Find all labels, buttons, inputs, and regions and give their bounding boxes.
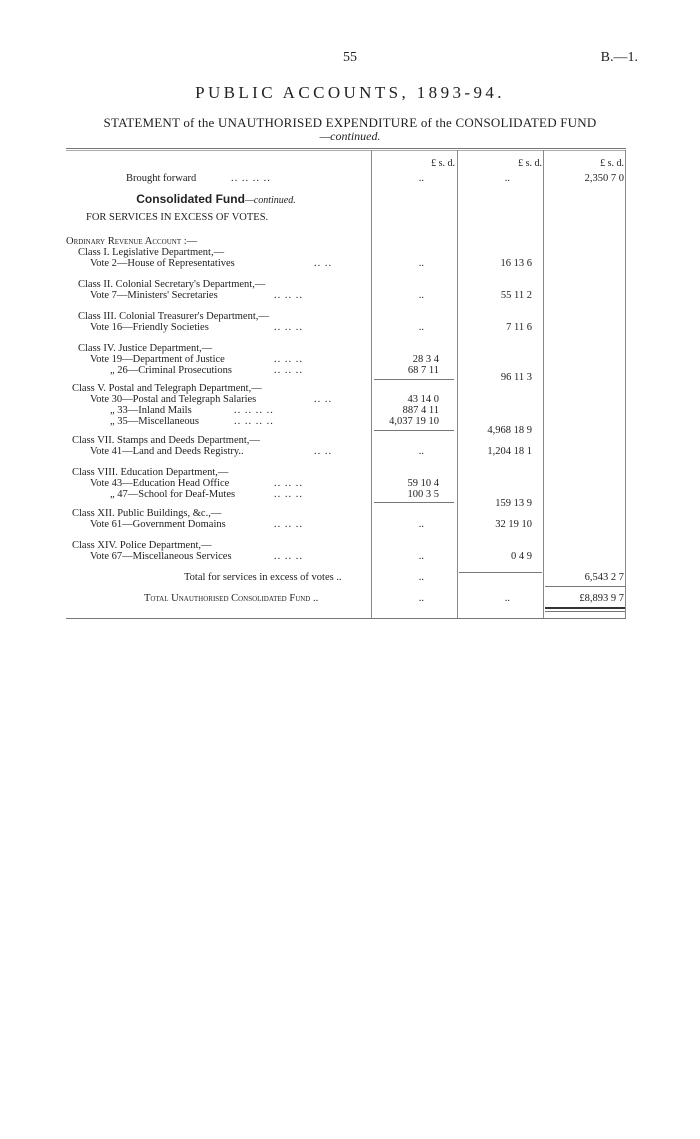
total-rule — [459, 572, 542, 573]
table-top-rule-2 — [66, 150, 626, 151]
statement-title-continued: —continued. — [319, 129, 381, 143]
table-right-edge — [625, 150, 626, 618]
leader-dots: .. .. .. .. — [231, 173, 271, 184]
column-divider-1 — [371, 150, 372, 618]
column-divider-3 — [543, 150, 544, 618]
subtotal-rule — [374, 379, 454, 380]
page-title: PUBLIC ACCOUNTS, 1893-94. — [195, 83, 505, 102]
column-header-3: £ s. d. — [600, 158, 624, 169]
statement-title: STATEMENT of the UNAUTHORISED EXPENDITURE of the CONSOLIDATED FUND — [103, 115, 597, 130]
expenditure-table: £ s. d. £ s. d. £ s. d. Brought forward .. .. .. .. .. .. 2,350 7 0 Consolidated Fund—continued. FOR SERVICES IN EXCESS OF VOTES. Ordinary Revenue Account :— Class I. Legislative Department,— Vote 2—House of Representatives .. .. .. 16 13 6 Class II. Colonial Secretary's Department,— Vote 7—Ministers' Secretaries .. .. .. .. 55 11 2 Class III. Colonial Treasurer's Department,— Vote 16—Friendly Societies .. .. .. .. 7 11 6 Class IV. Justice Department,— Vote 19—Department of Justice .. .. .. 28 3 4 „ 26—Criminal Prosecutions .. .. .. 68 7 11 96 11 3 Class V. Postal and Telegraph Department,— Vote 30—Postal and Telegraph Salaries .. .. 43 14 0 „ 33—Inland Mails .. .. .. .. 887 4 11 „ 35—Miscellaneous .. .. .. .. 4,037 19 10 4,968 18 9 Class VII. Stamps and Deeds Department,— Vote 41—Land and Deeds Registry.. .. .. .. 1,204 18 1 Class VIII. Education Department,— Vote 43—Education Head Office .. .. .. 59 10 4 „ 47—School for Deaf-Mutes .. .. .. 100 3 5 159 13 9 Class XII. Public Buildings, &c.,— Vote 61—Government Domains .. .. .. .. 32 19 10 Class XIV. Police Department,— Vote 67—Miscellaneous Services .. .. .. .. 0 4 9 Total for services in excess of votes .. .. 6,543 2 7 Total Unauthorised Consolidated Fund .. .. .. £8,893 9 7 — [66, 148, 626, 620]
row-label: Brought forward — [126, 173, 197, 184]
grand-total-double-rule — [545, 607, 625, 609]
table-top-rule — [66, 148, 626, 149]
subtotal-rule — [374, 502, 454, 503]
amount-col2: .. — [504, 173, 510, 184]
column-header-2: £ s. d. — [518, 158, 542, 169]
document-reference: B.—1. — [600, 50, 638, 65]
column-header-1: £ s. d. — [431, 158, 455, 169]
table-bottom-rule — [66, 618, 626, 619]
grand-total-double-rule-2 — [545, 611, 625, 612]
total-rule — [545, 586, 625, 587]
column-divider-2 — [457, 150, 458, 618]
page-number: 55 — [343, 50, 357, 65]
amount-col3: 2,350 7 0 — [584, 173, 624, 184]
amount-col1: .. — [418, 173, 424, 184]
fund-heading: Consolidated Fund—continued. — [136, 192, 296, 206]
subtotal-rule — [374, 430, 454, 431]
